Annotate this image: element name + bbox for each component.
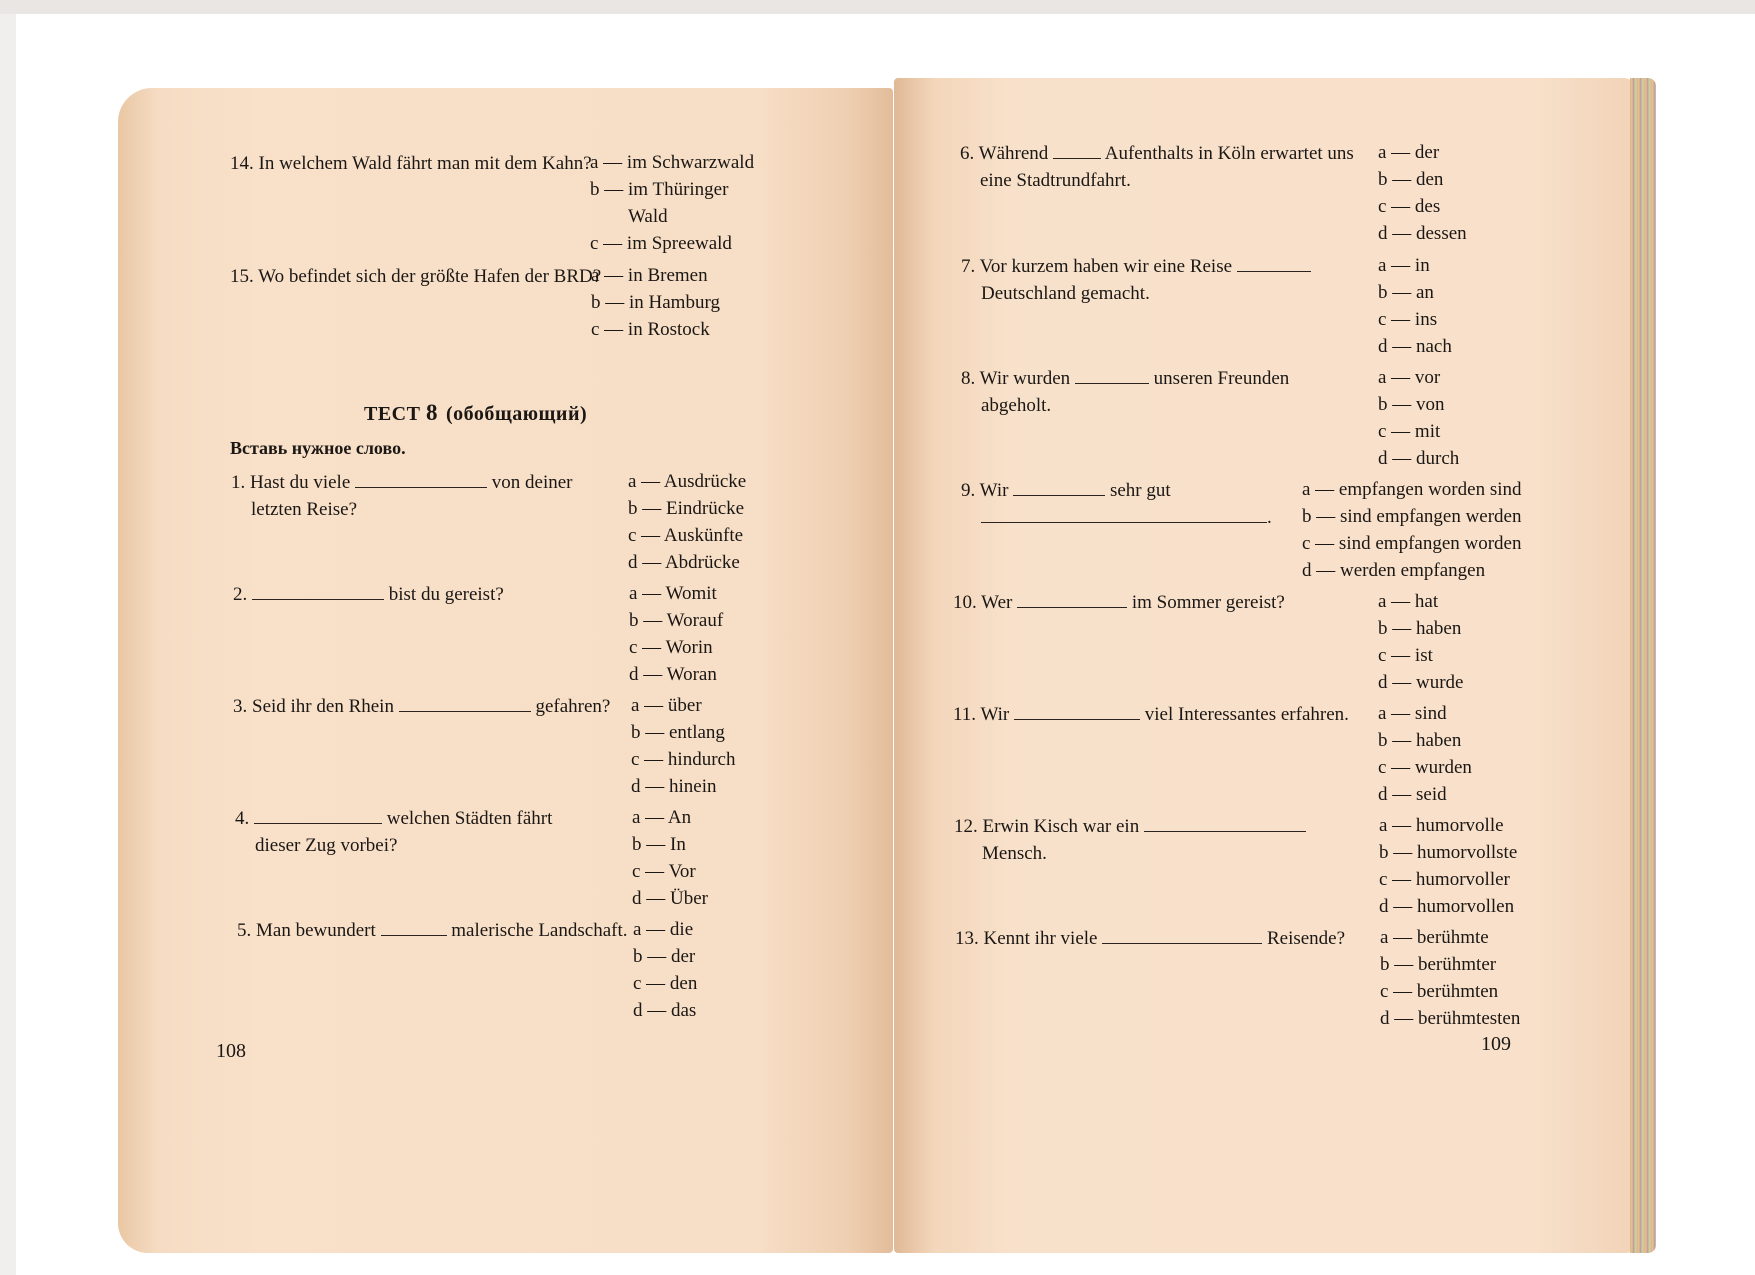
option-b: b — humorvollste (1379, 842, 1518, 863)
question-10: 10. Wer im Sommer gereist? (953, 592, 1285, 613)
option-d: d — wurde (1378, 672, 1464, 693)
question-7: 7. Vor kurzem haben wir eine Reise Deutschland gemacht. (961, 253, 1311, 307)
question-5-options (633, 916, 697, 1024)
question-2-options (629, 580, 723, 688)
option-c: c — Vor (632, 861, 696, 882)
page-number-left: 108 (216, 1040, 246, 1062)
question-15: 15. Wo befindet sich der größte Hafen der BRD? (230, 266, 602, 287)
question-15-options (591, 262, 720, 343)
option-d: d — berühmtesten (1380, 1008, 1521, 1029)
option-a: a — sind (1378, 703, 1447, 724)
option-c: c — ins (1378, 309, 1438, 330)
question-14-options (590, 149, 754, 257)
answer-blank[interactable] (1017, 591, 1127, 608)
option-c: c — wurden (1378, 757, 1472, 778)
option-d: d — hinein (631, 776, 717, 797)
option-a: a — im Schwarzwald (590, 152, 755, 173)
option-c: c — berühmten (1380, 981, 1499, 1002)
option-c: c — den (633, 973, 698, 994)
option-a: a — die (633, 919, 694, 940)
option-d: d — Abdrücke (628, 552, 740, 573)
question-11: 11. Wir viel Interessantes erfahren. (953, 704, 1349, 725)
question-1: 1. Hast du viele von deiner letzten Reise? (231, 472, 573, 520)
option-c: c — Auskünfte (628, 525, 744, 546)
test-heading: ТЕСТ 8 (обобщающий) (364, 400, 588, 425)
option-d: d — dessen (1378, 223, 1467, 244)
option-d: d — werden empfangen (1302, 560, 1486, 581)
option-d: d — durch (1378, 448, 1460, 469)
question-3-options (631, 692, 735, 800)
question-2: 2. bist du gereist? (233, 584, 504, 605)
option-d: d — Über (632, 888, 708, 909)
instruction: Вставь нужное слово. (230, 438, 406, 458)
option-c: c — des (1378, 196, 1441, 217)
option-b: b — haben (1378, 618, 1462, 639)
page-edges (1630, 78, 1656, 1253)
answer-blank[interactable] (254, 807, 382, 824)
option-a: a — humorvolle (1379, 815, 1504, 836)
scan-left-strip (0, 14, 16, 1275)
option-b: b — sind empfangen werden (1302, 506, 1522, 527)
answer-blank[interactable] (355, 471, 487, 488)
option-a: a — vor (1378, 367, 1441, 388)
question-14: 14. In welchem Wald fährt man mit dem Kahn? (230, 153, 592, 174)
option-b: b — entlang (631, 722, 725, 743)
question-3: 3. Seid ihr den Rhein gefahren? (233, 696, 611, 717)
option-c: c — mit (1378, 421, 1441, 442)
option-b: b — den (1378, 169, 1444, 190)
option-d: d — nach (1378, 336, 1452, 357)
left-page (118, 88, 893, 1253)
option-b: b — In (632, 834, 686, 855)
option-c: c — sind empfangen worden (1302, 533, 1522, 554)
option-b: b — der (633, 946, 696, 967)
question-12-options (1379, 812, 1517, 920)
question-4: 4. welchen Städten fährt dieser Zug vorbei? (235, 808, 553, 856)
question-7-options (1378, 252, 1452, 360)
question-6-options (1378, 139, 1467, 247)
answer-blank[interactable] (399, 695, 531, 712)
question-10-options (1378, 588, 1463, 696)
option-a: a — in Bremen (591, 265, 708, 286)
option-c: c — ist (1378, 645, 1433, 666)
page-number-right: 109 (1481, 1033, 1511, 1055)
option-b: b — an (1378, 282, 1434, 303)
option-c: c — im Spreewald (590, 233, 732, 254)
scan-top-bar (0, 0, 1755, 14)
option-a: a — über (631, 695, 702, 716)
question-9: 9. Wir sehr gut . (961, 480, 1272, 528)
question-13: 13. Kennt ihr viele Reisende? (955, 928, 1346, 949)
option-c: c — humorvoller (1379, 869, 1510, 890)
option-a: a — Womit (629, 583, 717, 604)
option-b: b — Worauf (629, 610, 724, 631)
question-13-options (1380, 924, 1520, 1032)
question-6: 6. Während Aufenthalts in Köln erwartet uns eine Stadtrundfahrt. (960, 143, 1354, 191)
option-d: d — Woran (629, 664, 717, 685)
answer-blank[interactable] (1102, 927, 1262, 944)
option-b: b — Eindrücke (628, 498, 745, 519)
answer-blank[interactable] (1237, 255, 1311, 272)
option-c: c — Worin (629, 637, 713, 658)
right-page (894, 78, 1634, 1253)
option-c: c — hindurch (631, 749, 736, 770)
question-9-options (1302, 476, 1522, 584)
question-12: 12. Erwin Kisch war ein Mensch. (954, 813, 1306, 867)
option-b-continued: Wald (628, 206, 668, 227)
answer-blank[interactable] (1053, 142, 1101, 159)
option-b: b — haben (1378, 730, 1462, 751)
question-11-options (1378, 700, 1472, 808)
answer-blank-2[interactable] (981, 506, 1267, 523)
answer-blank[interactable] (252, 583, 384, 600)
option-c: c — in Rostock (591, 319, 710, 340)
option-b: b — im Thüringer (590, 179, 729, 200)
option-a: a — der (1378, 142, 1440, 163)
question-8: 8. Wir wurden unseren Freunden abgeholt. (961, 368, 1290, 416)
option-b: b — berühmter (1380, 954, 1497, 975)
question-4-options (632, 804, 708, 912)
option-a: a — berühmte (1380, 927, 1489, 948)
option-a: a — hat (1378, 591, 1439, 612)
option-a: a — empfangen worden sind (1302, 479, 1522, 500)
question-1-options (628, 468, 746, 576)
option-d: d — seid (1378, 784, 1447, 805)
option-a: a — Ausdrücke (628, 471, 747, 492)
answer-blank[interactable] (1013, 479, 1105, 496)
option-d: d — das (633, 1000, 697, 1021)
option-a: a — in (1378, 255, 1430, 276)
option-d: d — humorvollen (1379, 896, 1515, 917)
option-a: a — An (632, 807, 692, 828)
answer-blank[interactable] (1075, 367, 1149, 384)
answer-blank[interactable] (1144, 815, 1306, 832)
option-b: b — in Hamburg (591, 292, 720, 313)
answer-blank[interactable] (1014, 703, 1140, 720)
question-5: 5. Man bewundert malerische Landschaft. (237, 920, 628, 941)
question-8-options (1378, 364, 1459, 472)
option-b: b — von (1378, 394, 1445, 415)
answer-blank[interactable] (381, 919, 447, 936)
open-book (118, 78, 1656, 1258)
